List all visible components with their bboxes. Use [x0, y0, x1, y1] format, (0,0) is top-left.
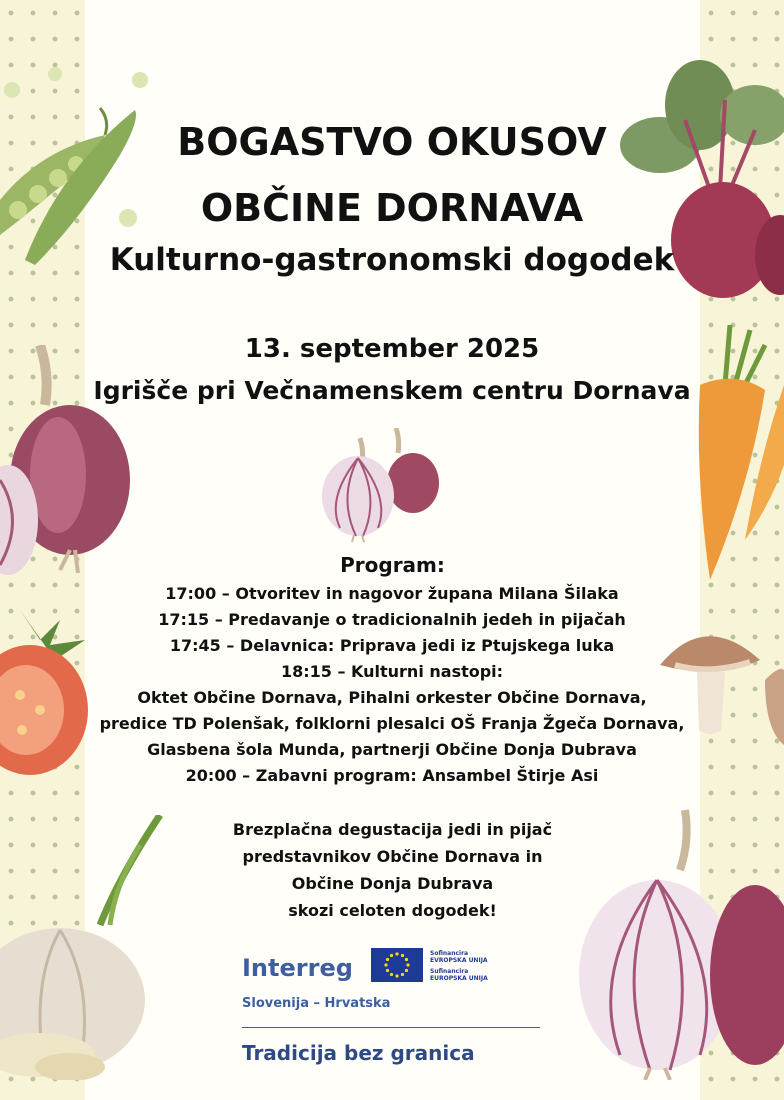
program-line: Oktet Občine Dornava, Pihalni orkester Občine Dornava, — [137, 688, 647, 707]
eu-cofinanced-label: Sofinancira — [430, 950, 469, 957]
event-date: 13. september 2025 — [244, 334, 540, 364]
eu-cofinanced-label: EUROPSKA UNIJA — [430, 975, 488, 982]
program-line: predice TD Polenšak, folklorni plesalci OŠ Franja Žgeča Dornava, — [99, 714, 685, 733]
footer-slogan: Tradicija bez granica — [242, 1041, 475, 1065]
degustation-line: skozi celoten dogodek! — [288, 901, 497, 920]
program-line: 17:00 – Otvoritev in nagovor župana Milana Šilaka — [165, 584, 619, 603]
onion-icon — [318, 428, 443, 543]
onion-icon — [575, 800, 784, 1080]
programme-region: Slovenija – Hrvatska — [242, 996, 391, 1011]
carrot-icon — [690, 325, 784, 585]
degustation-line: Občine Donja Dubrava — [291, 874, 494, 893]
poster-title-line2: OBČINE DORNAVA — [200, 186, 584, 230]
program-heading: Program: — [340, 553, 445, 577]
pea-pod-icon — [0, 60, 150, 270]
program-line: Glasbena šola Munda, partnerji Občine Donja Dubrava — [147, 740, 637, 759]
program-line: 20:00 – Zabavni program: Ansambel Štirje Asi — [185, 766, 599, 785]
poster-subtitle: Kulturno-gastronomski dogodek — [109, 242, 675, 278]
eu-cofinanced-label: Sufinancira — [430, 968, 469, 975]
degustation-line: predstavnikov Občine Dornava in — [242, 847, 543, 866]
degustation-line: Brezplačna degustacija jedi in pijač — [232, 820, 553, 839]
eu-cofinanced-label: EVROPSKA UNIJA — [430, 957, 488, 964]
interreg-logo-text: Interreg — [242, 954, 353, 982]
program-line: 18:15 – Kulturni nastopi: — [280, 662, 504, 681]
eu-flag-icon — [371, 948, 423, 982]
event-venue: Igrišče pri Večnamenskem centru Dornava — [93, 376, 691, 405]
program-line: 17:45 – Delavnica: Priprava jedi iz Ptujskega luka — [169, 636, 615, 655]
program-line: 17:15 – Predavanje o tradicionalnih jedeh in pijačah — [158, 610, 626, 629]
poster-title-line1: BOGASTVO OKUSOV — [177, 120, 607, 164]
footer-divider — [242, 1027, 540, 1028]
